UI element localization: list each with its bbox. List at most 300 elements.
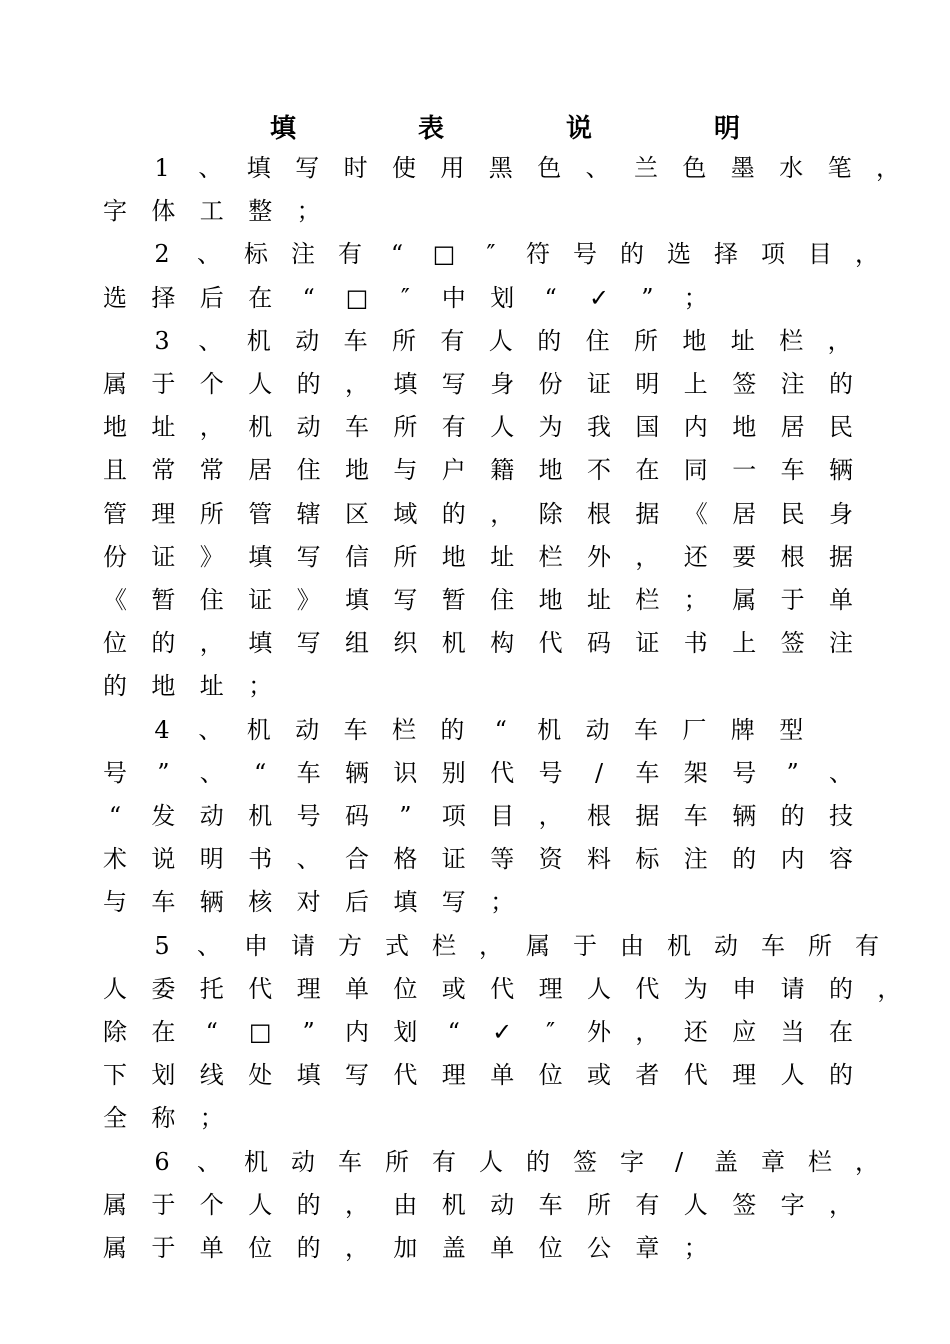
line-char: 栏: [635, 586, 660, 614]
line-char: 于: [151, 1190, 176, 1219]
line-char: 应: [732, 1018, 757, 1046]
line-char: 签: [732, 1190, 757, 1219]
line-char: 符: [526, 240, 550, 269]
line-char: 《: [103, 586, 127, 614]
line-char: 代: [683, 1061, 708, 1090]
line-char: 人: [488, 326, 513, 355]
title-char: 填: [270, 114, 297, 144]
line-char: 称: [151, 1104, 176, 1133]
line-char: 辆: [732, 802, 757, 830]
text-line: [104, 450, 886, 490]
line-char: 章: [635, 1234, 660, 1262]
line-char: ，: [538, 802, 563, 830]
line-char: ；: [296, 197, 321, 226]
line-char: 选: [667, 240, 691, 269]
line-char: ″: [486, 240, 496, 269]
line-char: 色: [682, 154, 707, 182]
line-char: ✓: [588, 283, 610, 312]
line-char: 或: [587, 1061, 611, 1090]
line-char: 中: [441, 283, 466, 312]
line-char: “: [390, 240, 404, 269]
line-char: ”: [157, 758, 170, 787]
line-char: 属: [103, 370, 127, 398]
line-char: 线: [199, 1061, 224, 1090]
line-char: 动: [296, 413, 321, 442]
line-char: 有: [855, 931, 879, 960]
line-char: 国: [635, 413, 660, 442]
line-char: 黑: [488, 154, 513, 182]
line-char: 证: [441, 845, 466, 874]
line-char: 码: [345, 802, 369, 830]
line-char: 的: [526, 1147, 550, 1176]
line-char: 机: [248, 802, 273, 830]
line-char: 章: [761, 1147, 785, 1176]
line-char: 代: [248, 974, 273, 1003]
line-char: 划: [393, 1018, 418, 1046]
line-char: 格: [393, 845, 418, 874]
line-char: “: [205, 1018, 218, 1046]
line-char: 号: [103, 758, 127, 787]
line-char: 在: [829, 1018, 853, 1046]
line-char: 字: [620, 1147, 644, 1176]
line-char: 划: [151, 1061, 176, 1090]
line-char: 暂: [441, 586, 466, 614]
line-char: 请: [780, 974, 805, 1003]
line-char: 管: [103, 499, 127, 528]
line-char: 上: [683, 370, 708, 398]
line-char: ，: [829, 1190, 853, 1219]
line-char: 理: [296, 974, 321, 1003]
line-char: 书: [683, 629, 708, 658]
line-char: 《: [683, 499, 708, 528]
line-char: 我: [587, 413, 611, 442]
line-char: 术: [103, 845, 127, 874]
text-line: [104, 926, 886, 966]
line-char: 组: [345, 629, 369, 658]
line-char: 、: [197, 240, 221, 269]
line-char: 5: [154, 931, 170, 960]
line-char: 要: [732, 542, 757, 571]
line-char: 理: [441, 1061, 466, 1090]
line-char: 位: [248, 1234, 273, 1262]
line-char: 明: [199, 845, 224, 874]
line-char: 动: [295, 326, 320, 355]
line-char: 地: [345, 456, 369, 485]
line-char: 写: [393, 586, 418, 614]
line-char: 上: [732, 629, 757, 658]
line-char: 车: [338, 1147, 362, 1176]
line-char: 常: [199, 456, 224, 485]
line-char: 证: [587, 370, 611, 398]
line-char: 料: [587, 845, 611, 874]
text-line: [104, 364, 886, 404]
line-char: ”: [641, 283, 654, 312]
line-char: 写: [441, 888, 466, 917]
line-char: 代: [490, 974, 515, 1003]
line-char: 的: [440, 715, 465, 744]
line-char: ，: [345, 370, 369, 398]
line-char: 》: [199, 542, 224, 571]
line-char: 使: [392, 154, 416, 182]
line-char: 车: [151, 888, 176, 917]
text-line: [104, 1055, 886, 1095]
line-char: 盖: [441, 1234, 466, 1262]
line-char: ”: [399, 802, 412, 830]
line-char: 动: [199, 802, 224, 830]
line-char: 的: [732, 845, 757, 874]
line-char: 技: [829, 802, 853, 830]
line-char: 地: [538, 456, 563, 485]
line-char: ”: [786, 758, 799, 787]
line-char: 辖: [296, 499, 321, 528]
line-char: 的: [620, 240, 644, 269]
line-char: 6: [154, 1147, 170, 1176]
line-char: 所: [393, 542, 418, 571]
line-char: 项: [761, 240, 785, 269]
line-char: 号: [296, 802, 321, 830]
line-char: 代: [635, 974, 660, 1003]
line-char: 的: [829, 370, 853, 398]
line-char: 明: [635, 370, 660, 398]
line-char: 厂: [682, 715, 707, 744]
line-char: 住: [490, 586, 515, 614]
line-char: 的: [829, 974, 853, 1003]
line-char: 的: [296, 1190, 321, 1219]
line-char: 机: [246, 326, 271, 355]
title-char: 说: [565, 114, 592, 144]
line-char: 有: [441, 413, 466, 442]
line-char: ，: [876, 154, 900, 182]
line-char: 户: [441, 456, 466, 485]
line-char: 住: [296, 456, 321, 485]
line-char: 下: [103, 1061, 127, 1090]
text-line: [104, 710, 886, 750]
line-char: 写: [295, 154, 320, 182]
line-char: 为: [538, 413, 563, 442]
line-char: 机: [441, 1190, 466, 1219]
line-char: ，: [199, 413, 224, 442]
line-char: 个: [199, 1190, 224, 1219]
line-char: 填: [393, 888, 418, 917]
line-char: 栏: [808, 1147, 832, 1176]
line-char: 址: [151, 413, 176, 442]
line-char: 理: [732, 1061, 757, 1090]
line-char: 个: [199, 370, 224, 398]
line-char: 据: [635, 802, 660, 830]
line-char: 托: [199, 974, 224, 1003]
line-char: 车: [635, 758, 660, 787]
line-char: 内: [345, 1018, 369, 1046]
line-char: 后: [199, 283, 224, 312]
line-char: 水: [779, 154, 804, 182]
line-char: ；: [683, 586, 708, 614]
text-line: [104, 1228, 886, 1268]
line-char: 注: [829, 629, 853, 658]
line-char: 、: [197, 931, 221, 960]
line-char: 所: [808, 931, 832, 960]
line-char: 人: [587, 974, 611, 1003]
line-char: 的: [829, 1061, 853, 1090]
line-char: 公: [587, 1234, 611, 1262]
line-char: 理: [538, 974, 563, 1003]
line-char: 签: [732, 370, 757, 398]
line-char: 属: [732, 586, 757, 614]
line-char: ”: [302, 1018, 315, 1046]
line-char: 的: [296, 370, 321, 398]
line-char: 根: [780, 542, 805, 571]
line-char: ；: [683, 283, 708, 312]
line-char: 》: [296, 586, 321, 614]
line-char: ，: [345, 1190, 369, 1219]
line-char: 人: [248, 370, 273, 398]
line-char: 整: [248, 197, 273, 226]
line-char: 为: [683, 974, 708, 1003]
line-char: ，: [855, 1147, 879, 1176]
line-char: 工: [199, 197, 224, 226]
line-char: 说: [151, 845, 176, 874]
line-char: 码: [587, 629, 611, 658]
line-char: 由: [620, 931, 644, 960]
line-char: 在: [635, 456, 660, 485]
line-char: 根: [587, 802, 611, 830]
line-char: 栏: [538, 542, 563, 571]
line-char: 笔: [827, 154, 852, 182]
line-char: 、: [199, 758, 224, 787]
line-char: 目: [808, 240, 832, 269]
line-char: 项: [441, 802, 466, 830]
line-char: 、: [585, 154, 610, 182]
line-char: 加: [393, 1234, 418, 1262]
line-char: 1: [154, 154, 170, 182]
line-char: 写: [345, 1061, 369, 1090]
text-line: [104, 1012, 886, 1052]
line-char: 辆: [345, 758, 369, 787]
line-char: 写: [296, 542, 321, 571]
line-char: 居: [248, 456, 273, 485]
line-char: “: [447, 1018, 460, 1046]
line-char: 栏: [432, 931, 456, 960]
line-char: 3: [154, 326, 170, 355]
line-char: 签: [780, 629, 805, 658]
line-char: 单: [345, 974, 369, 1003]
line-char: 的: [151, 629, 176, 658]
line-char: 暂: [151, 586, 176, 614]
line-char: 等: [490, 845, 515, 874]
line-char: 身: [490, 370, 515, 398]
line-char: 写: [296, 629, 321, 658]
line-char: 辆: [199, 888, 224, 917]
text-line: [104, 1098, 886, 1138]
line-char: 除: [103, 1018, 127, 1046]
line-char: ，: [199, 629, 224, 658]
line-char: 份: [103, 542, 127, 571]
line-char: 对: [296, 888, 321, 917]
line-char: 且: [103, 456, 127, 485]
line-char: 架: [683, 758, 708, 787]
line-char: 请: [291, 931, 315, 960]
line-char: 栏: [779, 326, 804, 355]
line-char: 辆: [829, 456, 853, 485]
document-title: [270, 108, 740, 142]
line-char: 人: [490, 413, 515, 442]
line-char: 4: [154, 715, 170, 744]
line-char: 址: [199, 672, 224, 701]
line-char: 住: [199, 586, 224, 614]
line-char: ，: [490, 499, 515, 528]
line-char: ″: [546, 1018, 556, 1046]
line-char: 根: [587, 499, 611, 528]
line-char: 址: [587, 586, 611, 614]
line-char: 地: [441, 542, 466, 571]
line-char: 区: [345, 499, 369, 528]
line-char: 在: [151, 1018, 176, 1046]
text-line: [104, 580, 886, 620]
title-char: 明: [713, 114, 740, 144]
line-char: 人: [780, 1061, 805, 1090]
line-char: 的: [441, 499, 466, 528]
line-char: 容: [829, 845, 853, 874]
line-char: 常: [151, 456, 176, 485]
line-char: “: [108, 802, 122, 830]
line-char: 地: [538, 586, 563, 614]
line-char: 书: [248, 845, 273, 874]
line-char: 代: [490, 758, 515, 787]
text-line: [104, 666, 886, 706]
line-char: 还: [683, 1018, 708, 1046]
line-char: 、: [197, 1147, 221, 1176]
line-char: ，: [479, 931, 503, 960]
line-char: 机: [244, 1147, 268, 1176]
line-char: 填: [296, 1061, 321, 1090]
text-line: [103, 969, 902, 1009]
line-char: 填: [393, 370, 418, 398]
line-char: 于: [151, 370, 176, 398]
line-char: 域: [393, 499, 418, 528]
line-char: 人: [103, 974, 127, 1003]
line-char: “: [544, 283, 557, 312]
line-char: 居: [732, 499, 757, 528]
line-char: 目: [490, 802, 515, 830]
line-char: 号: [573, 240, 597, 269]
line-char: 栏: [392, 715, 416, 744]
line-char: 外: [587, 1018, 611, 1046]
line-char: ，: [877, 974, 902, 1003]
line-char: 签: [573, 1147, 597, 1176]
line-char: 注: [780, 370, 805, 398]
line-char: 划: [490, 283, 515, 312]
line-char: 车: [343, 326, 368, 355]
line-char: 有: [635, 1190, 660, 1219]
line-char: “: [254, 758, 267, 787]
line-char: 动: [714, 931, 738, 960]
line-char: 份: [538, 370, 563, 398]
line-char: 当: [780, 1018, 805, 1046]
line-char: 所: [393, 413, 418, 442]
line-char: 盖: [714, 1147, 738, 1176]
line-char: 单: [199, 1234, 224, 1262]
line-char: 有: [338, 240, 362, 269]
line-char: 与: [103, 888, 127, 917]
text-line: [104, 148, 900, 188]
line-char: 不: [587, 456, 611, 485]
line-char: 于: [151, 1234, 176, 1262]
line-char: 申: [244, 931, 268, 960]
line-char: 内: [683, 413, 708, 442]
line-char: ✓: [492, 1018, 513, 1046]
line-char: 式: [385, 931, 409, 960]
text-line: [104, 191, 886, 231]
line-char: 代: [393, 1061, 418, 1090]
line-char: 标: [635, 845, 660, 874]
line-char: 发: [151, 802, 176, 830]
line-char: 位: [538, 1061, 563, 1090]
line-char: 信: [345, 542, 369, 571]
line-char: 动: [490, 1190, 515, 1219]
line-char: 址: [730, 326, 755, 355]
text-line: [104, 234, 886, 274]
line-char: ，: [827, 326, 852, 355]
line-char: 用: [440, 154, 465, 182]
title-char: 表: [417, 114, 444, 144]
line-char: 据: [635, 499, 660, 528]
line-char: 一: [732, 456, 757, 485]
line-char: 填: [248, 629, 273, 658]
text-line: [104, 407, 886, 447]
line-char: 或: [441, 974, 466, 1003]
text-line: [104, 882, 886, 922]
line-char: ，: [345, 1234, 369, 1262]
line-char: 属: [103, 1234, 127, 1262]
line-char: 址: [490, 542, 515, 571]
line-char: 单: [829, 586, 853, 614]
text-line: [104, 839, 886, 879]
line-char: 注: [683, 845, 708, 874]
line-char: 机: [246, 715, 271, 744]
text-line: [104, 623, 886, 663]
line-char: “: [494, 715, 507, 744]
line-char: 、: [198, 326, 223, 355]
text-line: [104, 321, 886, 361]
line-char: 时: [343, 154, 368, 182]
line-char: ，: [635, 1018, 660, 1046]
line-char: 填: [246, 154, 271, 182]
line-char: 代: [538, 629, 563, 658]
line-char: 填: [248, 542, 273, 571]
line-char: 色: [537, 154, 562, 182]
line-char: 住: [585, 326, 610, 355]
line-char: □: [248, 1018, 272, 1046]
line-char: ；: [199, 1104, 224, 1133]
line-char: 的: [296, 1234, 321, 1262]
line-char: 机: [667, 931, 691, 960]
line-char: 别: [441, 758, 466, 787]
line-char: 证: [151, 542, 176, 571]
line-char: 机: [248, 413, 273, 442]
line-char: 属: [526, 931, 550, 960]
line-char: 所: [392, 326, 416, 355]
text-line: [104, 537, 886, 577]
line-char: ；: [248, 672, 273, 701]
line-char: 籍: [490, 456, 515, 485]
line-char: “: [302, 283, 315, 312]
line-char: ；: [683, 1234, 708, 1262]
line-char: 字: [780, 1190, 805, 1219]
line-char: ；: [490, 888, 515, 917]
line-char: 单: [490, 1061, 515, 1090]
line-char: 人: [683, 1190, 708, 1219]
text-line: [104, 494, 886, 534]
line-char: 民: [780, 499, 805, 528]
